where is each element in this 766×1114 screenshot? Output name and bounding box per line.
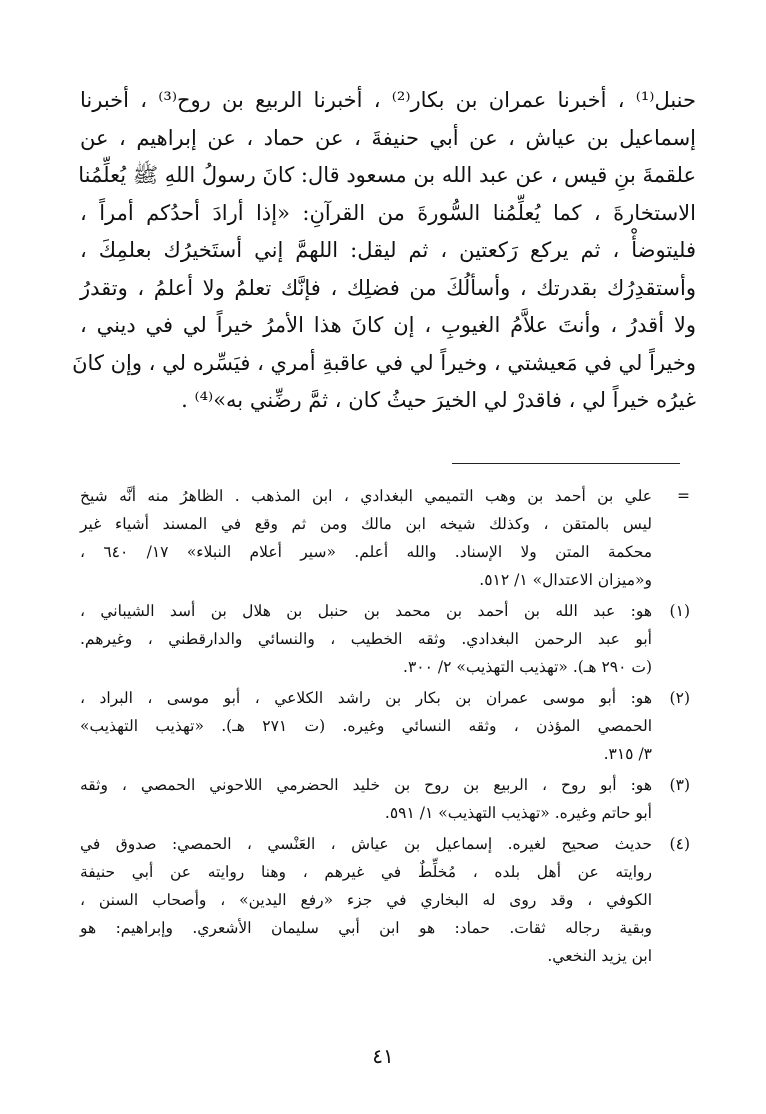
main-text-line: وأستقدِرُك بقدرتك ، وأسألُكَ من فضلِك ، فإنَّك تعلمُ ولا أعلمُ ، وتقدرُ <box>80 275 696 300</box>
footnote-line: ابن يزيد النخعي. <box>547 947 652 965</box>
footnote-2 <box>80 684 690 768</box>
footnote-line: هو: أبو روح ، الربيع بن روح بن خليد الحضرمي اللاحوني الحمصي ، وثقه <box>80 776 652 794</box>
footnote-separator <box>452 463 680 464</box>
footnote-line: حديث صحيح لغيره. إسماعيل بن عياش ، العَنْسي ، الحمصي: صدوق في <box>80 835 652 853</box>
main-text-line: إسماعيل بن عياش ، عن أبي حنيفةَ ، عن حماد ، عن إبراهيم ، عن <box>80 125 696 150</box>
footnote-3 <box>80 771 690 827</box>
footnote-line: أبو عبد الرحمن البغدادي. وثقه الخطيب ، والنسائي والدارقطني ، وغيرهم. <box>80 630 652 648</box>
footnote-marker: (٣) <box>669 776 690 794</box>
footnote-line: هو: عبد الله بن أحمد بن محمد بن حنبل بن هلال بن أسد الشيباني ، <box>80 602 652 620</box>
footnote-line: الكوفي ، وقد روى له البخاري في جزء «رفع اليدين» ، وأصحاب السنن ، <box>80 891 652 909</box>
footnote-line: الحمصي المؤذن ، وثقه النسائي وغيره. (ت ٢٧١ هـ). «تهذيب التهذيب» <box>80 717 653 735</box>
footnote-line: وبقية رجاله ثقات. حماد: هو ابن أبي سليمان الأشعري. وإبراهيم: هو <box>80 919 652 937</box>
footnote-marker: (٤) <box>669 835 690 853</box>
main-text-line: غيرُه خيراً لي ، فاقدرْ لي الخيرَ حيثُ كان ، ثمَّ رضِّني به»⁽⁴⁾ . <box>181 388 696 412</box>
footnote-line: علي بن أحمد بن وهب التميمي البغدادي ، ابن المذهب . الظاهرُ منه أنَّه شيخ <box>80 487 652 505</box>
footnote-line: ٣/ ٣١٥. <box>603 745 652 763</box>
main-text <box>72 82 696 420</box>
footnote-4 <box>80 830 690 970</box>
footnote-line: أبو حاتم وغيره. «تهذيب التهذيب» ١/ ٥٩١. <box>384 804 652 822</box>
main-text-line: وخيراً لي في مَعيشتي ، وخيراً لي في عاقبةِ أمري ، فيَسِّره لي ، وإن كانَ <box>72 350 696 375</box>
main-text-line: الاستخارةَ ، كما يُعلِّمُنا السُّورةَ من القرآنِ: «إذا أرادَ أحدُكم أمراً ، <box>80 200 696 225</box>
footnote-marker: = <box>677 487 690 505</box>
footnote-continued <box>80 482 690 594</box>
footnote-line: محكمة المتن ولا الإسناد. والله أعلم. «سير أعلام النبلاء» ١٧/ ٦٤٠ ، <box>80 543 653 561</box>
footnote-marker: (٢) <box>669 689 690 707</box>
footnote-line: و«ميزان الاعتدال» ١/ ٥١٢. <box>479 571 652 589</box>
main-text-line: فليتوضأْ ، ثم يركع رَكعتين ، ثم ليقل: اللهمَّ إني أستَخيرُك بعلمِكَ ، <box>80 238 696 262</box>
footnotes <box>80 482 690 973</box>
footnote-line: روايته عن أهل بلده ، مُخلِّطٌ في غيرهم ، وهنا روايته عن أبي حنيفة <box>80 863 652 881</box>
footnote-line: ليس بالمتقن ، وكذلك شيخه ابن مالك ومن ثم وقع في المسند أشياء غير <box>80 515 652 533</box>
footnote-line: (ت ٢٩٠ هـ). «تهذيب التهذيب» ٢/ ٣٠٠. <box>403 658 652 676</box>
main-text-line: حنبل⁽¹⁾ ، أخبرنا عمران بن بكار⁽²⁾ ، أخبرنا الربيع بن روح⁽³⁾ ، أخبرنا <box>80 88 696 112</box>
page-number: ٤١ <box>372 1044 394 1068</box>
main-text-line: ولا أقدرُ ، وأنتَ علاَّمُ الغيوبِ ، إن كانَ هذا الأمرُ خيراً لي في ديني ، <box>80 313 696 337</box>
footnote-line: هو: أبو موسى عمران بن بكار بن راشد الكلاعي ، أبو موسى ، البراد ، <box>80 689 652 707</box>
footnote-1 <box>80 597 690 681</box>
footnote-marker: (١) <box>669 602 690 620</box>
main-text-line: علقمةَ بنِ قيس ، عن عبد الله بن مسعود قال: كانَ رسولُ اللهِ ﷺ يُعلِّمُنا <box>78 163 696 187</box>
